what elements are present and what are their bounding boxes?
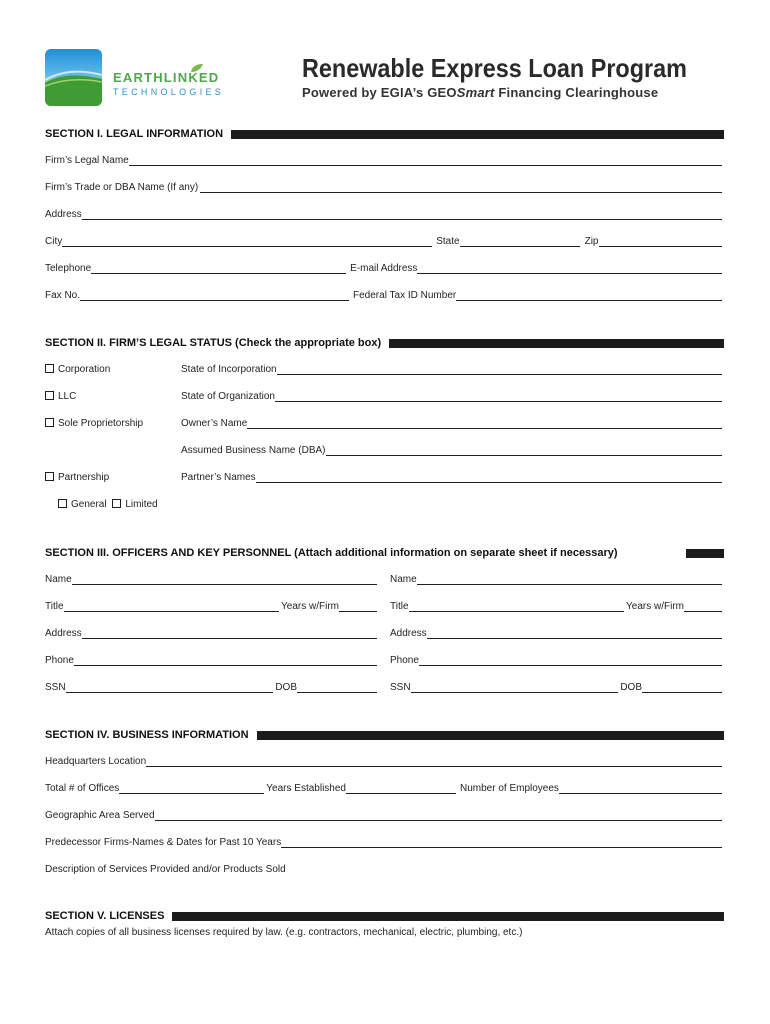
- partners-names-label: Partner’s Names: [181, 472, 256, 483]
- brand-tagline: TECHNOLOGIES: [113, 87, 225, 97]
- officer2-ssn-line[interactable]: [411, 681, 619, 693]
- description-label: Description of Services Provided and/or Products Sold: [45, 864, 286, 875]
- section1-header: [45, 127, 724, 141]
- partnership-option[interactable]: [45, 470, 109, 484]
- state-organization-label: State of Organization: [181, 391, 275, 402]
- officer2-years-label: Years w/Firm: [626, 601, 684, 612]
- section2-title: SECTION II. FIRM’S LEGAL STATUS (Check the appropriate box): [45, 337, 382, 349]
- offices-row: [45, 781, 724, 795]
- llc-option[interactable]: [45, 389, 76, 403]
- officer1-ssn-line[interactable]: [66, 681, 274, 693]
- limited-checkbox[interactable]: [112, 499, 121, 508]
- tax-id-label: Federal Tax ID Number: [353, 290, 457, 301]
- state-incorporation-label: State of Incorporation: [181, 364, 277, 375]
- email-line[interactable]: [417, 262, 722, 274]
- officer2-years-line[interactable]: [684, 600, 722, 612]
- brand-name: EARTHLINKED: [113, 70, 220, 85]
- section-divider: [172, 912, 724, 921]
- geo-area-label: Geographic Area Served: [45, 810, 155, 821]
- owners-name-line[interactable]: [247, 417, 722, 429]
- officer1-title-line[interactable]: [64, 600, 279, 612]
- geo-area-line[interactable]: [155, 809, 722, 821]
- partnership-type-options: [58, 497, 158, 511]
- corporation-label: Corporation: [58, 364, 111, 375]
- officer2-address-field[interactable]: [390, 626, 724, 640]
- years-established-label: Years Established: [266, 783, 346, 794]
- officer1-address-line[interactable]: [82, 627, 377, 639]
- officer2-ssn-row: [390, 680, 724, 694]
- officer1-ssn-label: SSN: [45, 682, 66, 693]
- state-label: State: [436, 236, 460, 247]
- officer1-title-row: [45, 599, 379, 613]
- sole-prop-checkbox[interactable]: [45, 418, 54, 427]
- city-line[interactable]: [62, 235, 432, 247]
- city-state-zip-row: [45, 234, 724, 248]
- predecessor-field[interactable]: [45, 835, 724, 849]
- section4-title: SECTION IV. BUSINESS INFORMATION: [45, 729, 249, 741]
- corporation-checkbox[interactable]: [45, 364, 54, 373]
- officer2-address-line[interactable]: [427, 627, 722, 639]
- officer1-name-label: Name: [45, 574, 72, 585]
- llc-label: LLC: [58, 391, 77, 402]
- officer1-phone-label: Phone: [45, 655, 74, 666]
- officer2-phone-field[interactable]: [390, 653, 724, 667]
- geo-area-field[interactable]: [45, 808, 724, 822]
- officer2-address-label: Address: [390, 628, 427, 639]
- officer1-ssn-row: [45, 680, 379, 694]
- company-logo-image: [45, 49, 102, 106]
- assumed-name-line[interactable]: [326, 444, 723, 456]
- partnership-checkbox[interactable]: [45, 472, 54, 481]
- tax-id-line[interactable]: [456, 289, 722, 301]
- officer1-dob-label: DOB: [275, 682, 297, 693]
- sole-prop-label: Sole Proprietorship: [58, 418, 144, 429]
- section-divider: [686, 549, 724, 558]
- officer2-title-line[interactable]: [409, 600, 624, 612]
- legal-name-label: Firm’s Legal Name: [45, 155, 129, 166]
- officer2-title-row: [390, 599, 724, 613]
- officer2-phone-label: Phone: [390, 655, 419, 666]
- state-incorporation-field[interactable]: [181, 362, 724, 376]
- state-organization-line[interactable]: [275, 390, 722, 402]
- officer1-title-label: Title: [45, 601, 64, 612]
- sole-prop-option[interactable]: [45, 416, 143, 430]
- years-established-line[interactable]: [346, 782, 456, 794]
- licenses-note: Attach copies of all business licenses required by law. (e.g. contractors, mechanical, electric, plumbing, etc.): [45, 927, 523, 938]
- telephone-line[interactable]: [91, 262, 346, 274]
- officer2-phone-line[interactable]: [419, 654, 722, 666]
- officer1-name-line[interactable]: [72, 573, 377, 585]
- section5-header: [45, 909, 724, 923]
- partners-names-line[interactable]: [256, 471, 722, 483]
- officer1-dob-line[interactable]: [297, 681, 377, 693]
- address-line[interactable]: [82, 208, 722, 220]
- offices-label: Total # of Offices: [45, 783, 120, 794]
- corporation-option[interactable]: [45, 362, 110, 376]
- llc-checkbox[interactable]: [45, 391, 54, 400]
- officer2-dob-line[interactable]: [642, 681, 722, 693]
- predecessor-line[interactable]: [281, 836, 722, 848]
- legal-name-line[interactable]: [129, 154, 722, 166]
- section5-title: SECTION V. LICENSES: [45, 910, 165, 922]
- officer1-name-field[interactable]: [45, 572, 379, 586]
- limited-label: Limited: [125, 499, 158, 510]
- officer1-years-label: Years w/Firm: [281, 601, 339, 612]
- address-label: Address: [45, 209, 82, 220]
- officer1-phone-field[interactable]: [45, 653, 379, 667]
- assumed-name-label: Assumed Business Name (DBA): [181, 445, 326, 456]
- subtitle-italic: Smart: [456, 85, 495, 100]
- assumed-name-field[interactable]: [181, 443, 724, 457]
- officer2-name-label: Name: [390, 574, 417, 585]
- partners-names-field[interactable]: [181, 470, 724, 484]
- section3-header: [45, 546, 724, 560]
- hq-location-label: Headquarters Location: [45, 756, 147, 767]
- section-divider: [257, 731, 724, 740]
- officer2-name-field[interactable]: [390, 572, 724, 586]
- trade-name-field[interactable]: [45, 180, 724, 194]
- state-line[interactable]: [460, 235, 580, 247]
- employees-label: Number of Employees: [459, 783, 559, 794]
- officer1-years-line[interactable]: [339, 600, 377, 612]
- partnership-label: Partnership: [58, 472, 110, 483]
- fax-label: Fax No.: [45, 290, 81, 301]
- hq-location-line[interactable]: [146, 755, 722, 767]
- hq-location-field[interactable]: [45, 754, 724, 768]
- owners-name-field[interactable]: [181, 416, 724, 430]
- subtitle-prefix: Powered by EGIA’s GEO: [302, 85, 457, 100]
- zip-line[interactable]: [599, 235, 723, 247]
- document-title: Renewable Express Loan Program: [302, 53, 687, 83]
- legal-name-field[interactable]: [45, 153, 724, 167]
- section2-header: [45, 336, 724, 350]
- predecessor-label: Predecessor Firms-Names & Dates for Past 10 Years: [45, 837, 282, 848]
- officer2-name-line[interactable]: [417, 573, 722, 585]
- subtitle-suffix: Financing Clearinghouse: [494, 85, 659, 100]
- state-incorporation-line[interactable]: [277, 363, 722, 375]
- officer2-title-label: Title: [390, 601, 409, 612]
- employees-line[interactable]: [559, 782, 722, 794]
- email-label: E-mail Address: [350, 263, 418, 274]
- section4-header: [45, 728, 724, 742]
- telephone-email-row: [45, 261, 724, 275]
- general-checkbox[interactable]: [58, 499, 67, 508]
- document-subtitle: [302, 85, 658, 100]
- trade-name-label: Firm’s Trade or DBA Name (If any): [45, 182, 199, 193]
- officer2-ssn-label: SSN: [390, 682, 411, 693]
- offices-line[interactable]: [119, 782, 264, 794]
- city-label: City: [45, 236, 63, 247]
- section-divider: [389, 339, 724, 348]
- fax-line[interactable]: [80, 289, 349, 301]
- zip-label: Zip: [584, 236, 599, 247]
- address-field[interactable]: [45, 207, 724, 221]
- officer1-address-field[interactable]: [45, 626, 379, 640]
- officer2-dob-label: DOB: [620, 682, 642, 693]
- owners-name-label: Owner’s Name: [181, 418, 248, 429]
- fax-taxid-row: [45, 288, 724, 302]
- section3-title: SECTION III. OFFICERS AND KEY PERSONNEL (Attach additional information on separate sheet if necessary): [45, 547, 618, 559]
- trade-name-line[interactable]: [200, 181, 722, 193]
- officer1-address-label: Address: [45, 628, 82, 639]
- section1-title: SECTION I. LEGAL INFORMATION: [45, 128, 224, 140]
- state-organization-field[interactable]: [181, 389, 724, 403]
- general-label: General: [71, 499, 107, 510]
- officer1-phone-line[interactable]: [74, 654, 377, 666]
- telephone-label: Telephone: [45, 263, 92, 274]
- section-divider: [231, 130, 724, 139]
